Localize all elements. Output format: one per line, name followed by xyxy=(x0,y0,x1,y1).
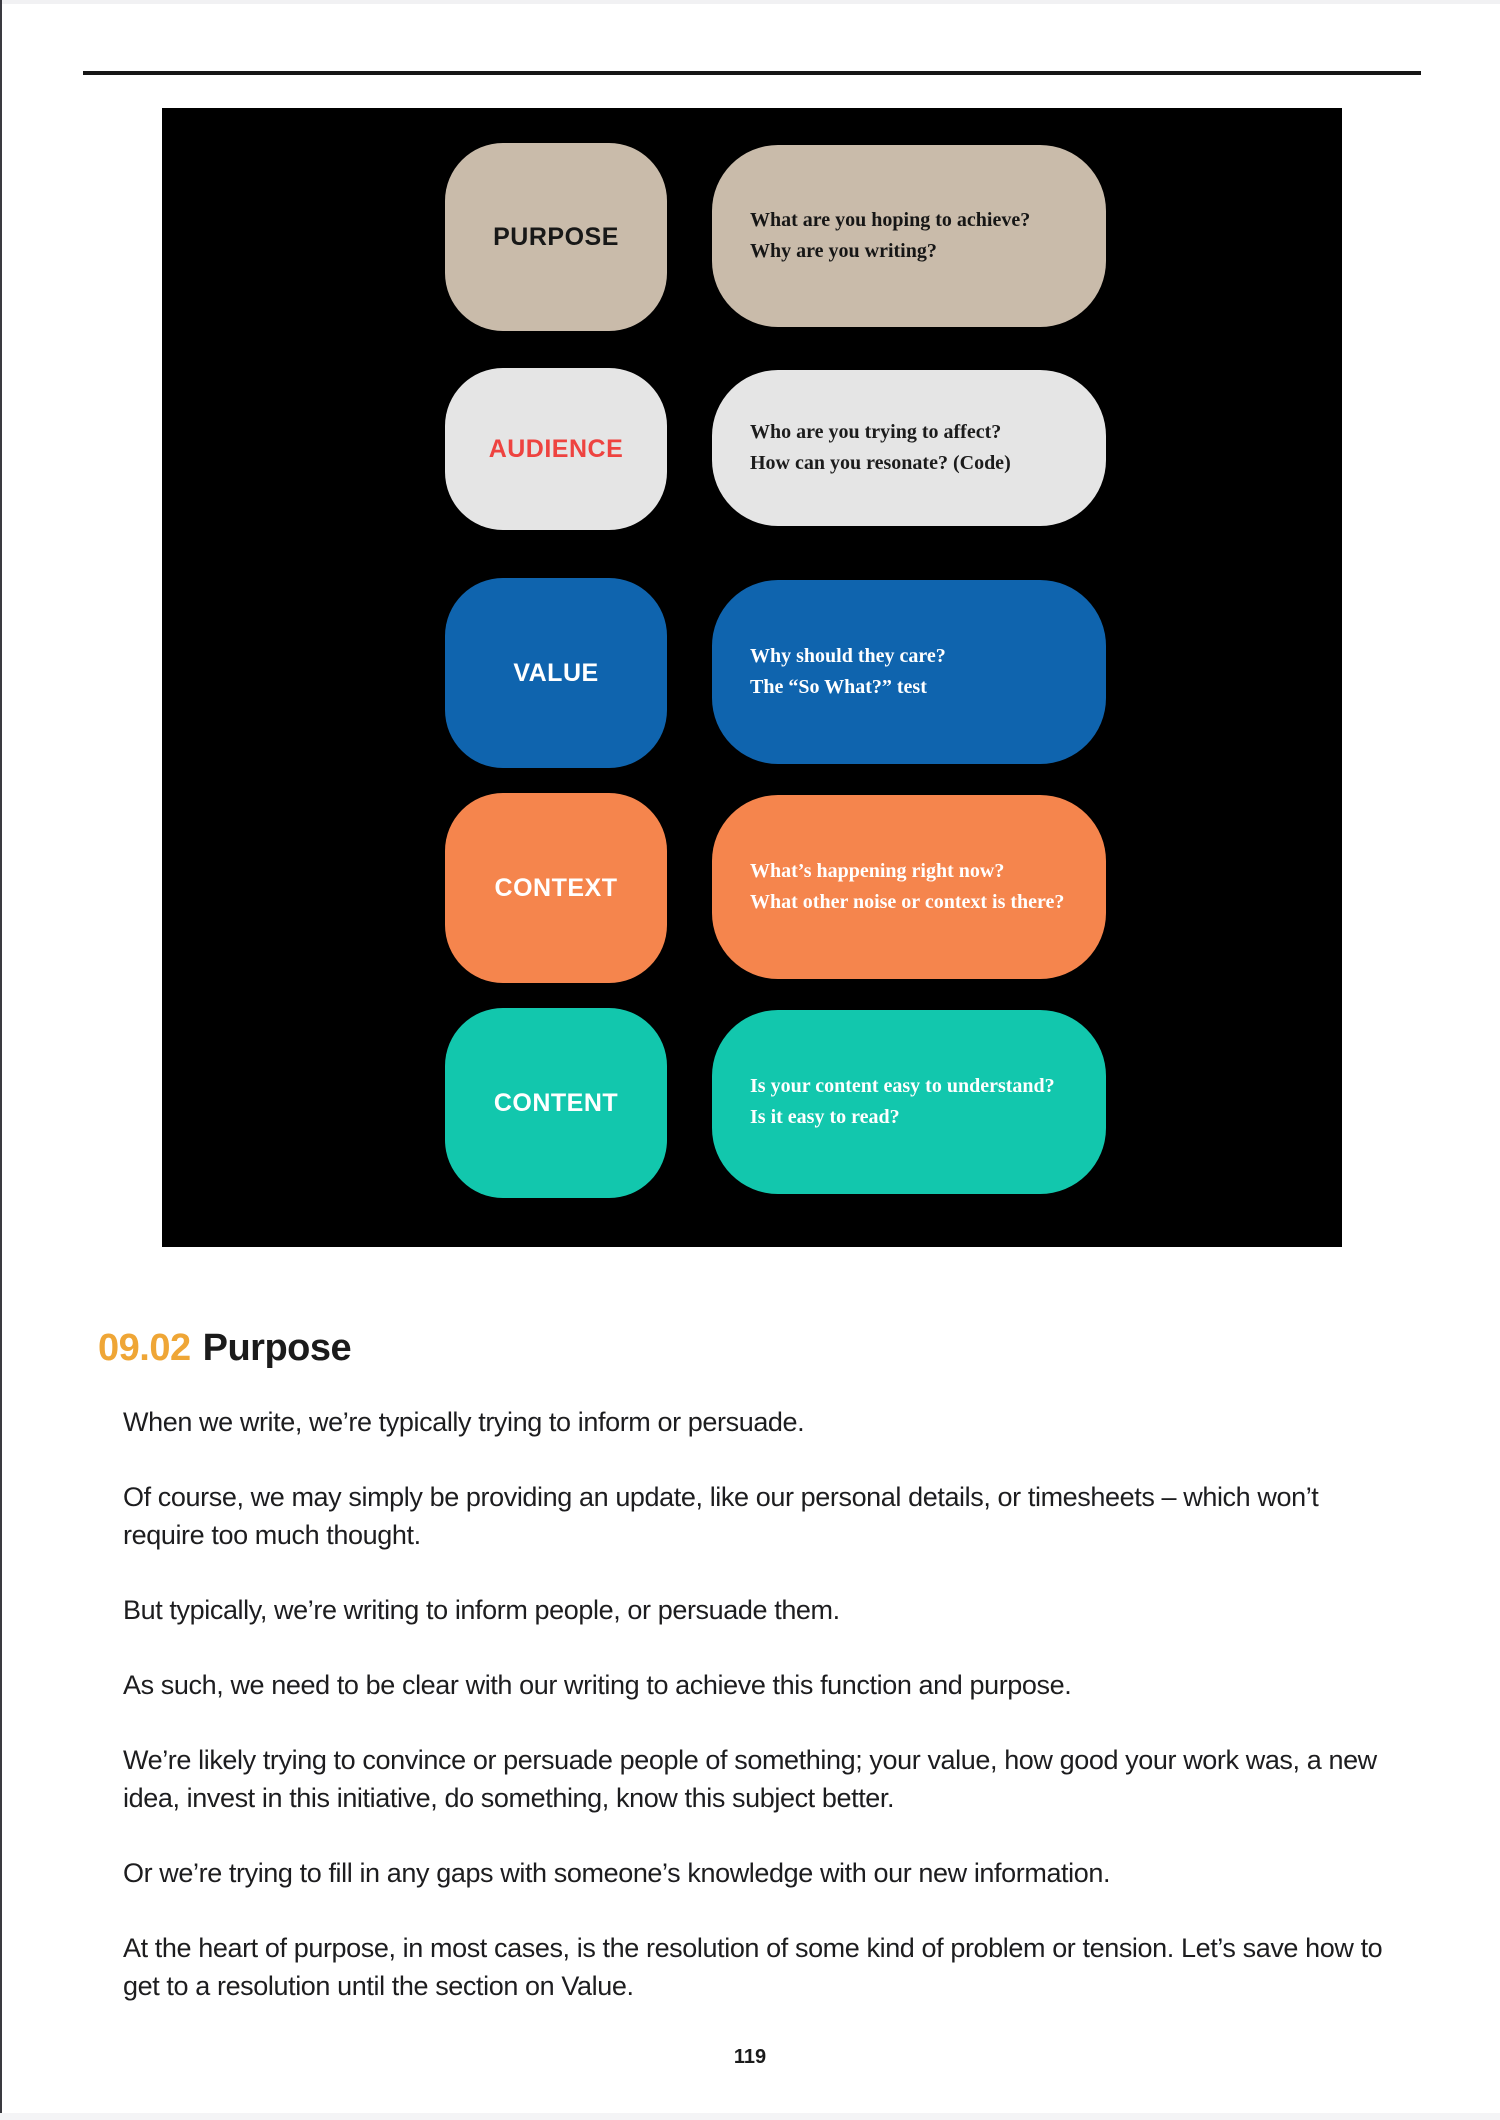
question-line: Why are you writing? xyxy=(750,240,937,262)
label-box xyxy=(445,578,667,768)
diagram-row-content xyxy=(162,1008,1342,1198)
diagram-row-audience xyxy=(162,368,1342,530)
diagram-row-purpose xyxy=(162,143,1342,331)
section-title: Purpose xyxy=(202,1327,352,1369)
question-box xyxy=(712,795,1106,979)
question-line: The “So What?” test xyxy=(750,676,927,698)
section-heading xyxy=(98,1327,351,1370)
viewer-left-edge xyxy=(0,0,2,2120)
question-line: What’s happening right now? xyxy=(750,860,1005,882)
row-label: AUDIENCE xyxy=(488,434,624,463)
diagram-row-value xyxy=(162,578,1342,768)
section-number: 09.02 xyxy=(98,1327,191,1369)
label-box xyxy=(445,793,667,983)
paragraph: At the heart of purpose, in most cases, is the resolution of some kind of problem or tension. Let’s save how to get to a resolution until the section on Value. xyxy=(123,1933,1383,2001)
question-line: What are you hoping to achieve? xyxy=(750,209,1031,231)
diagram-row-context xyxy=(162,793,1342,983)
row-label: VALUE xyxy=(513,658,599,687)
question-line: Is it easy to read? xyxy=(750,1106,900,1128)
question-line: Why should they care? xyxy=(750,645,946,667)
row-label: CONTENT xyxy=(493,1088,619,1117)
paragraph: Of course, we may simply be providing an update, like our personal details, or timesheets – which won’t require too much thought. xyxy=(123,1482,1319,1550)
viewer-top-edge xyxy=(0,0,1500,4)
paragraph: When we write, we’re typically trying to inform or persuade. xyxy=(123,1407,805,1437)
viewer-bottom-edge xyxy=(0,2113,1500,2120)
label-box xyxy=(445,1008,667,1198)
page-number: 119 xyxy=(733,2046,767,2068)
question-line: What other noise or context is there? xyxy=(750,891,1065,913)
question-box xyxy=(712,1010,1106,1194)
paragraph: But typically, we’re writing to inform people, or persuade them. xyxy=(123,1595,840,1625)
row-label: CONTEXT xyxy=(494,873,618,902)
label-box xyxy=(445,368,667,530)
body-text xyxy=(123,1403,1395,2042)
question-box xyxy=(712,370,1106,526)
question-line: Who are you trying to affect? xyxy=(750,421,1002,443)
question-line: How can you resonate? (Code) xyxy=(750,452,1011,474)
question-line: Is your content easy to understand? xyxy=(750,1075,1055,1097)
label-box xyxy=(445,143,667,331)
question-box xyxy=(712,580,1106,764)
paragraph: As such, we need to be clear with our writing to achieve this function and purpose. xyxy=(123,1670,1072,1700)
row-label: PURPOSE xyxy=(493,222,619,251)
paragraph: We’re likely trying to convince or persuade people of something; your value, how good your work was, a new idea, invest in this initiative, do something, know this subject better. xyxy=(123,1745,1377,1813)
header-rule xyxy=(83,71,1421,75)
framework-diagram xyxy=(162,108,1342,1247)
paragraph: Or we’re trying to fill in any gaps with someone’s knowledge with our new information. xyxy=(123,1858,1111,1888)
question-box xyxy=(712,145,1106,327)
